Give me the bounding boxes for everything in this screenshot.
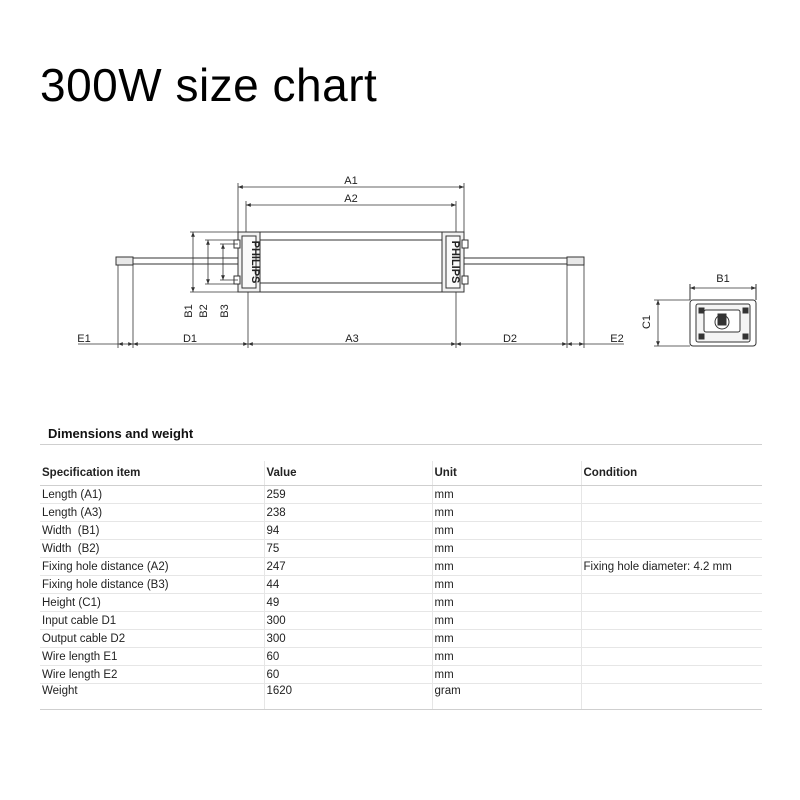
d2-label: D2: [502, 333, 518, 345]
unit-cell: gram: [432, 684, 581, 710]
unit-cell: mm: [432, 522, 581, 540]
table-row: [40, 684, 762, 710]
condition-cell: [581, 648, 762, 666]
b3-label: B3: [219, 304, 231, 318]
value-cell: 300: [264, 630, 432, 648]
table-row: [40, 666, 762, 684]
value-cell: 247: [264, 558, 432, 576]
column-header: Specification item: [40, 461, 264, 486]
unit-cell: mm: [432, 558, 581, 576]
table-row: [40, 522, 762, 540]
unit-cell: mm: [432, 576, 581, 594]
value-cell: 44: [264, 576, 432, 594]
unit-cell: mm: [432, 504, 581, 522]
e1-label: E1: [77, 333, 91, 345]
table-row: [40, 558, 762, 576]
unit-cell: mm: [432, 594, 581, 612]
spec-item-cell: Width (B1): [40, 522, 264, 540]
b2-label: B2: [198, 304, 210, 318]
spec-item-cell: Length (A3): [40, 504, 264, 522]
c1-label: C1: [641, 314, 653, 330]
column-header: Condition: [581, 461, 762, 486]
a3-label: A3: [345, 333, 359, 345]
spec-item-cell: Width (B2): [40, 540, 264, 558]
value-cell: 259: [264, 486, 432, 504]
column-header: Value: [264, 461, 432, 486]
condition-cell: [581, 540, 762, 558]
table-row: [40, 594, 762, 612]
value-cell: 238: [264, 504, 432, 522]
left-logo: PHILIPS: [249, 240, 261, 284]
condition-cell: [581, 576, 762, 594]
table-row: [40, 648, 762, 666]
unit-cell: mm: [432, 630, 581, 648]
condition-cell: Fixing hole diameter: 4.2 mm: [581, 558, 762, 576]
unit-cell: mm: [432, 666, 581, 684]
value-cell: 60: [264, 666, 432, 684]
page-title: 300W size chart: [40, 59, 378, 111]
value-cell: 94: [264, 522, 432, 540]
spec-item-cell: Length (A1): [40, 486, 264, 504]
value-cell: 75: [264, 540, 432, 558]
b1-label: B1: [183, 304, 195, 318]
condition-cell: [581, 612, 762, 630]
specs-table: [40, 461, 762, 710]
condition-cell: [581, 504, 762, 522]
table-row: [40, 576, 762, 594]
condition-cell: [581, 486, 762, 504]
spec-item-cell: Input cable D1: [40, 612, 264, 630]
value-cell: 49: [264, 594, 432, 612]
unit-cell: mm: [432, 648, 581, 666]
spec-item-cell: Wire length E2: [40, 666, 264, 684]
condition-cell: [581, 684, 762, 710]
condition-cell: [581, 522, 762, 540]
spec-item-cell: Fixing hole distance (A2): [40, 558, 264, 576]
section-title: Dimensions and weight: [48, 426, 194, 441]
spec-item-cell: Weight: [40, 684, 264, 710]
value-cell: 60: [264, 648, 432, 666]
value-cell: 300: [264, 612, 432, 630]
condition-cell: [581, 630, 762, 648]
d1-label: D1: [182, 333, 198, 345]
a1-label: A1: [344, 175, 358, 187]
spec-item-cell: Fixing hole distance (B3): [40, 576, 264, 594]
section-divider: [40, 444, 762, 445]
condition-cell: [581, 666, 762, 684]
e2-label: E2: [610, 333, 624, 345]
spec-item-cell: Height (C1): [40, 594, 264, 612]
unit-cell: mm: [432, 540, 581, 558]
table-row: [40, 486, 762, 504]
right-logo: PHILIPS: [449, 240, 461, 284]
column-header: Unit: [432, 461, 581, 486]
unit-cell: mm: [432, 612, 581, 630]
spec-item-cell: Output cable D2: [40, 630, 264, 648]
table-header-row: [40, 461, 762, 486]
table-row: [40, 504, 762, 522]
value-cell: 1620: [264, 684, 432, 710]
side-b1-label: B1: [716, 273, 730, 285]
table-row: [40, 540, 762, 558]
a2-label: A2: [344, 193, 358, 205]
driver-side-view: [654, 284, 756, 346]
driver-top-view: [116, 232, 584, 292]
unit-cell: mm: [432, 486, 581, 504]
condition-cell: [581, 594, 762, 612]
table-row: [40, 612, 762, 630]
spec-item-cell: Wire length E1: [40, 648, 264, 666]
table-row: [40, 630, 762, 648]
